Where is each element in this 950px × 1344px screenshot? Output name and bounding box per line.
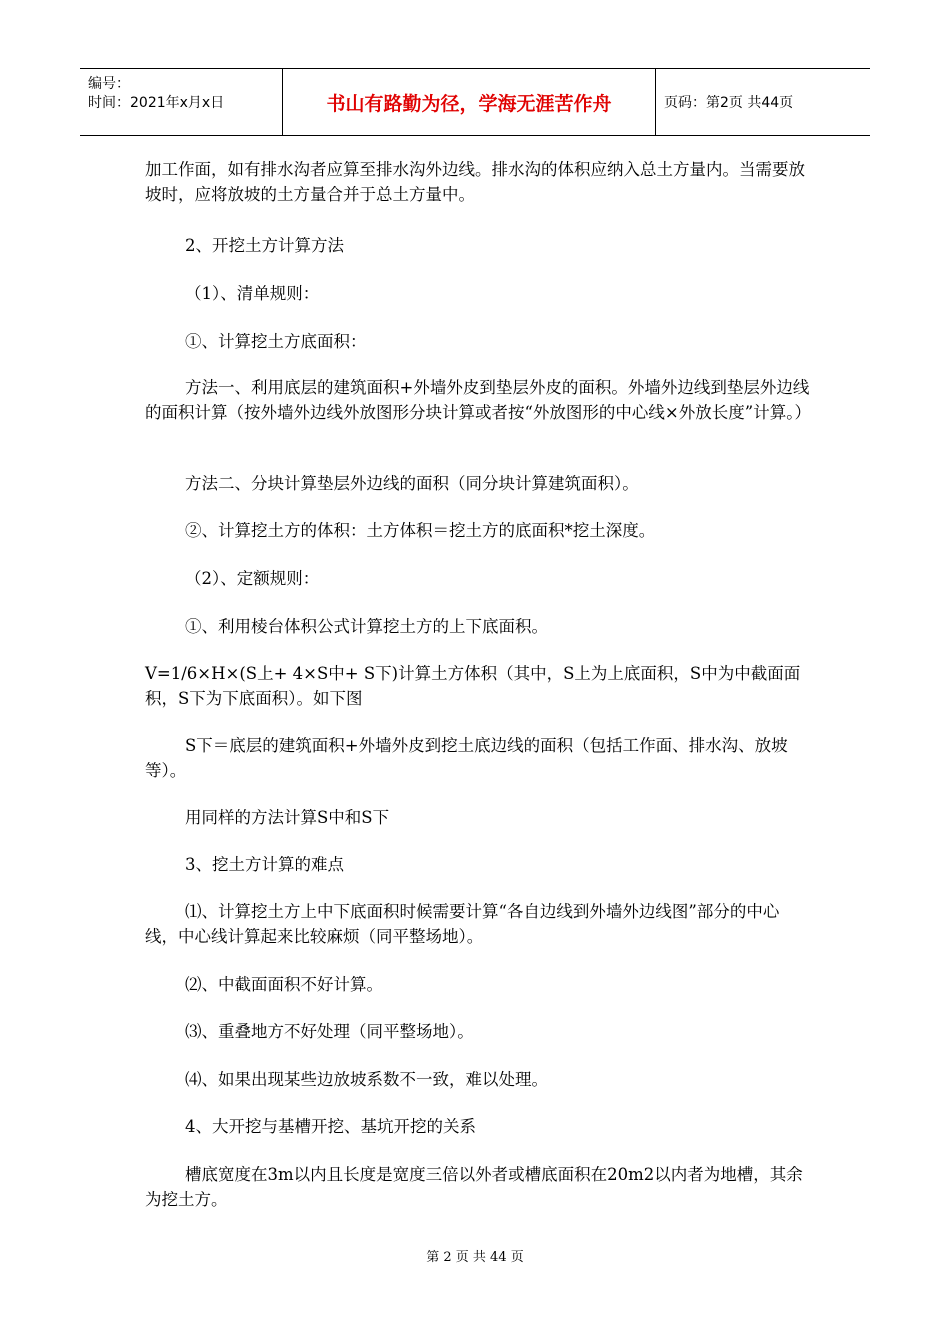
header-motto: 书山有路勤为径，学海无涯苦作舟 (283, 69, 656, 135)
body-paragraph: 方法二、分块计算垫层外边线的面积（同分块计算建筑面积）。 (185, 474, 639, 493)
body-paragraph: 3、挖土方计算的难点 (185, 855, 344, 874)
body-paragraph: 用同样的方法计算S中和S下 (185, 808, 390, 827)
body-paragraph: 方法一、利用底层的建筑面积+外墙外皮到垫层外皮的面积。外墙外边线到垫层外边线的面积计算（按外墙外边线外放图形分块计算或者按“外放图形的中心线×外放长度”计算。） (145, 378, 811, 422)
body-paragraph: V=1/6×H×(S上+ 4×S中+ S下)计算土方体积（其中，S上为上底面积，S中为中截面面积，S下为下底面积）。如下图 (145, 664, 801, 708)
body-paragraph: ①、利用棱台体积公式计算挖土方的上下底面积。 (185, 617, 548, 636)
body-paragraph: ⑴、计算挖土方上中下底面积时候需要计算“各自边线到外墙外边线图”部分的中心线，中心线计算起来比较麻烦（同平整场地）。 (145, 902, 780, 946)
body-paragraph: （2）、定额规则： (185, 569, 320, 588)
body-paragraph: ⑶、重叠地方不好处理（同平整场地）。 (185, 1022, 474, 1041)
header-page-info: 页码：第2页 共44页 (664, 95, 794, 111)
document-number-label: 编号： (88, 76, 130, 92)
body-paragraph: ②、计算挖土方的体积：土方体积＝挖土方的底面积*挖土深度。 (185, 521, 656, 540)
body-paragraph: ①、计算挖土方底面积： (185, 332, 367, 351)
body-paragraph: 4、大开挖与基槽开挖、基坑开挖的关系 (185, 1117, 476, 1136)
document-date-label: 时间：2021年x月x日 (88, 95, 225, 111)
body-paragraph: ⑷、如果出现某些边放坡系数不一致，难以处理。 (185, 1070, 548, 1089)
body-paragraph: S下＝底层的建筑面积+外墙外皮到挖土底边线的面积（包括工作面、排水沟、放坡等）。 (145, 736, 788, 780)
body-paragraph: 槽底宽度在3m以内且长度是宽度三倍以外者或槽底面积在20m2以内者为地槽，其余为挖土方。 (145, 1165, 803, 1209)
body-paragraph: 2、开挖土方计算方法 (185, 236, 344, 255)
page-header (80, 68, 870, 136)
page-footer: 第 2 页 共 44 页 (426, 1250, 524, 1265)
body-paragraph: （1）、清单规则： (185, 284, 320, 303)
header-meta-cell (80, 69, 283, 135)
body-paragraph: ⑵、中截面面积不好计算。 (185, 975, 383, 994)
body-paragraph: 加工作面，如有排水沟者应算至排水沟外边线。排水沟的体积应纳入总土方量内。当需要放坡时，应将放坡的土方量合并于总土方量中。 (145, 160, 805, 204)
